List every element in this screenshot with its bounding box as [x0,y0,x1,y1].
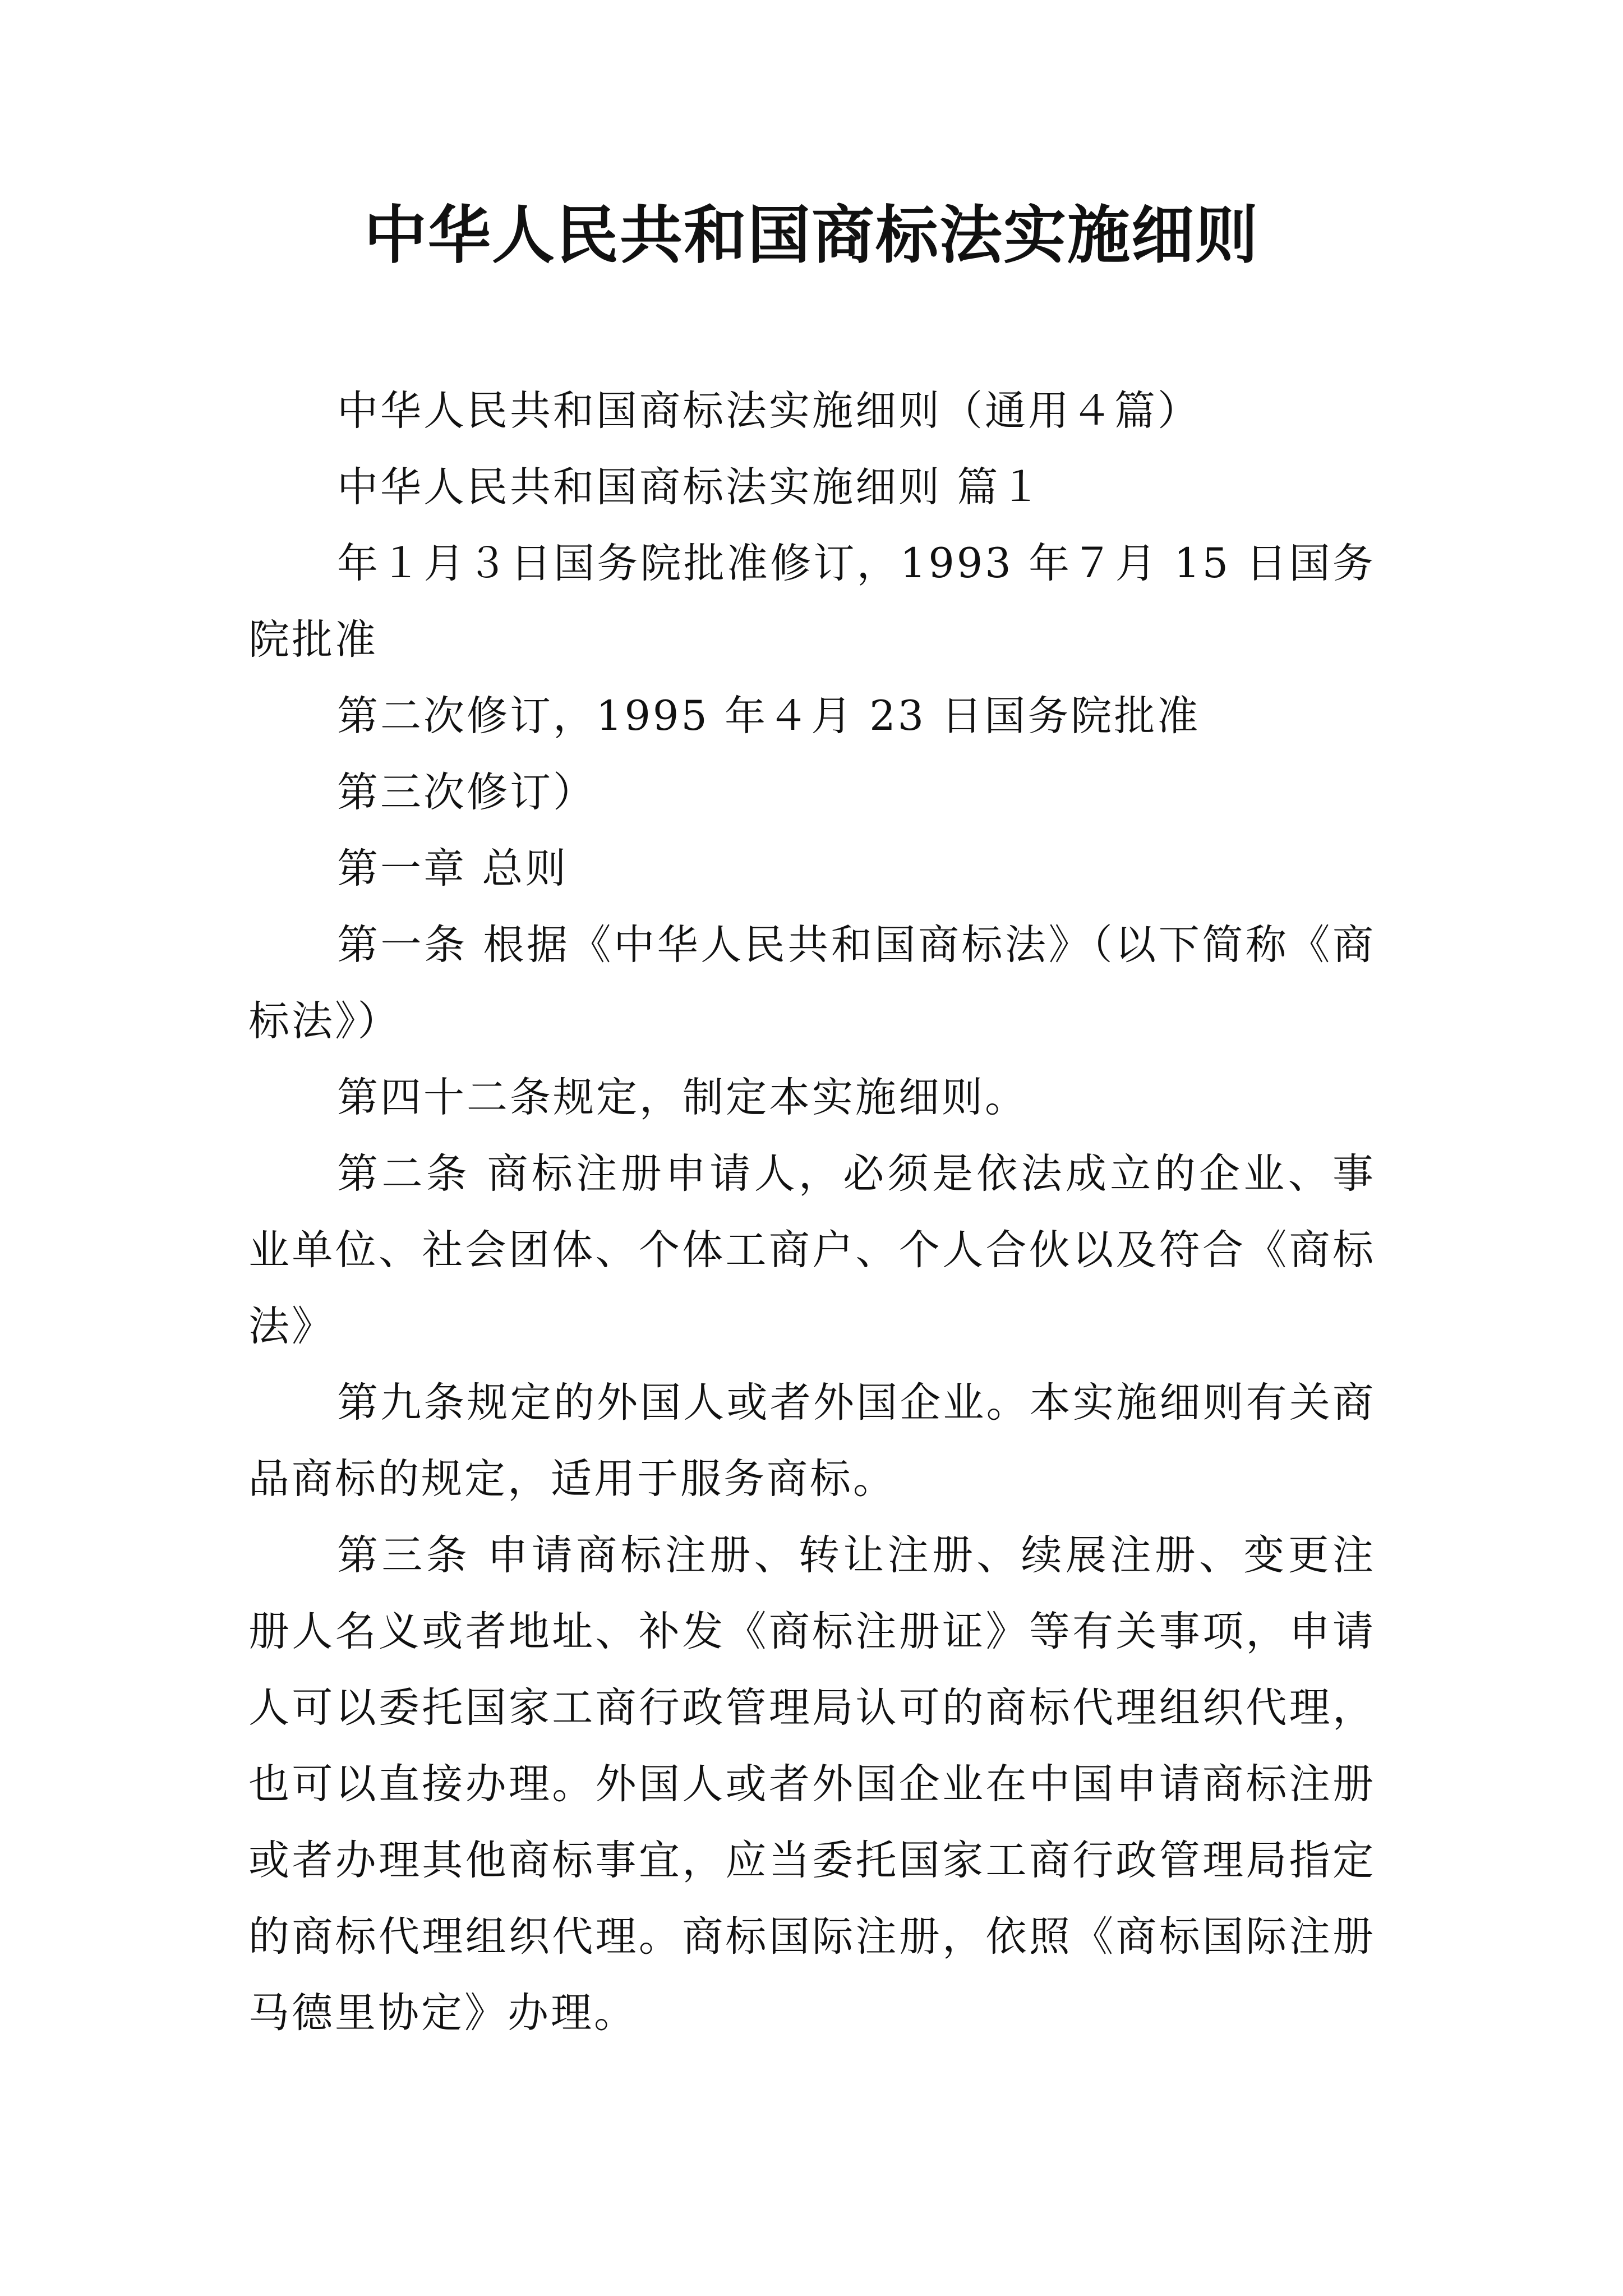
document-body [248,373,1376,2051]
paragraph-chapter-heading: 第一章 总则 [337,845,569,892]
paragraph-collection-title: 中华人民共和国商标法实施细则（通用４篇） [337,387,1201,435]
paragraph-part-heading: 中华人民共和国商标法实施细则 篇１ [337,463,1044,511]
paragraph-article-1-cont: 第四十二条规定，制定本实施细则。 [337,1074,1028,1121]
paragraph-revision-note-3: 第三次修订） [337,769,596,816]
document-title: 中华人民共和国商标法实施细则 [364,199,1259,272]
paragraph-article-2: 第二条 商标注册申请人，必须是依法成立的企业、事业单位、社会团体、个体工商户、个人合伙以及符合《商标法》 [248,1150,1376,1350]
paragraph-revision-note-1: 年１月３日国务院批准修订，1993 年７月 15 日国务院批准 [248,540,1376,664]
paragraph-article-1: 第一条 根据《中华人民共和国商标法》（以下简称《商标法》） [248,921,1376,1045]
paragraph-revision-note-2: 第二次修订，1995 年４月 23 日国务院批准 [337,692,1201,740]
paragraph-article-3: 第三条 申请商标注册、转让注册、续展注册、变更注册人名义或者地址、补发《商标注册证》等有关事项，申请人可以委托国家工商行政管理局认可的商标代理组织代理，也可以直接办理。外国人或者外国企业在中国申请商标注册或者办理其他商标事宜，应当委托国家工商行政管理局指定的商标代理组织代理。商标国际注册，依照《商标国际注册马德里协定》办理。 [248,1531,1376,2037]
paragraph-article-2-cont: 第九条规定的外国人或者外国企业。本实施细则有关商品商标的规定，适用于服务商标。 [248,1379,1376,1503]
